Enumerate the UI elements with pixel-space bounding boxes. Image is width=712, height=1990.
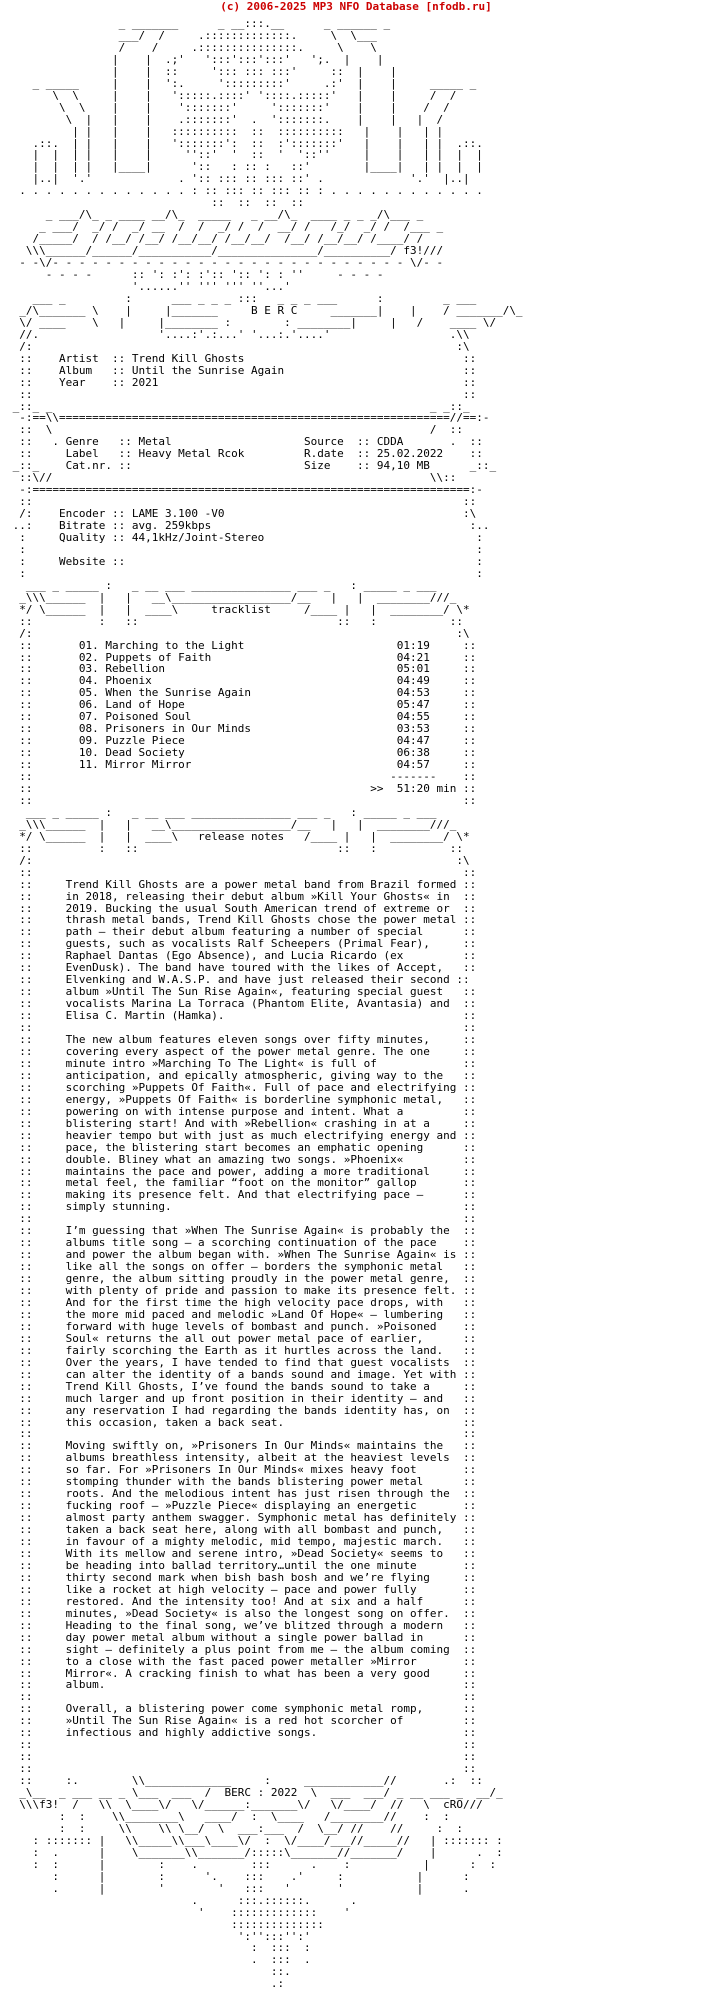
nfo-line: _\__ _ ___ __ _ \___ ___ / BERC : 2022 \ ___ ___/ _ __ ___ _ __/_ <box>6 1786 503 1800</box>
nfo-line: :: making its presence felt. And that electrifying pace – :: <box>6 1188 477 1202</box>
nfo-line: :: ------- :: <box>6 770 477 784</box>
nfo-line: :: to a close with the fast paced power metaller »Mirror :: <box>6 1654 477 1668</box>
nfo-line: :: 07. Poisoned Soul 04:55 :: <box>6 710 477 724</box>
nfo-line: :: Over the years, I have tended to find that guest vocalists :: <box>6 1355 477 1369</box>
nfo-line: :: 03. Rebellion 05:01 :: <box>6 662 477 676</box>
nfo-line: :: pace, the blistering start becomes an emphatic opening :: <box>6 1140 477 1154</box>
nfo-line: . | ' ' ::: ' ' | . <box>6 1881 470 1895</box>
nfo-line: :: vocalists Marina La Torraca (Phantom Elite, Avantasia) and :: <box>6 997 477 1011</box>
nfo-line: :: 05. When the Sunrise Again 04:53 :: <box>6 686 477 700</box>
nfo-line: :: minute intro »Marching To The Light« is full of :: <box>6 1056 477 1070</box>
nfo-line: .: <box>6 1977 285 1990</box>
nfo-line: :: 10. Dead Society 06:38 :: <box>6 746 477 760</box>
nfo-line: :: genre, the album sitting proudly in the power metal genre, :: <box>6 1272 477 1286</box>
nfo-line: :: : :: :: : :: <box>6 841 463 855</box>
nfo-line: -:==================================================================:- <box>6 483 483 497</box>
nfo-line: :: restored. And the intensity too! And at six and a half :: <box>6 1594 477 1608</box>
nfo-line: :: Trend Kill Ghosts, I’ve found the bands sound to take a :: <box>6 1379 477 1393</box>
nfo-line: _ _____ | | ':. ':::::::::' .:' | | _____ _ <box>6 76 477 90</box>
nfo-line: _::_ Cat.nr. :: Size :: 94,10 MB _::_ <box>6 459 497 473</box>
nfo-line: :: heavier tempo but with just as much electrifying energy and :: <box>6 1128 477 1142</box>
nfo-line: :: Overall, a blistering power come symphonic metal romp, :: <box>6 1702 477 1716</box>
nfo-line: :: guests, such as vocalists Ralf Scheepers (Primal Fear), :: <box>6 937 477 951</box>
nfo-line: :: metal feel, the familiar “foot on the monitor” gallop :: <box>6 1176 477 1190</box>
nfo-line: :: :: <box>6 1427 477 1441</box>
nfo-line: :: roots. And the melodious intent has just risen through the :: <box>6 1487 477 1501</box>
nfo-line: :: 2019. Bucking the usual South American trend of extreme or :: <box>6 901 477 915</box>
nfo-line: ..: Bitrate :: avg. 259kbps :.. <box>6 519 490 533</box>
nfo-line: ___ _ _____ : _ __ ___ _______________ ___ _ : _____ _ ___ <box>6 578 437 592</box>
nfo-line: ::. <box>6 1965 291 1979</box>
nfo-line: ___/ / .:::::::::::::. \ \___ <box>6 28 377 42</box>
nfo-line: :: :. \\_____________ : ____________// .: :: <box>6 1774 483 1788</box>
nfo-line: :: Moving swiftly on, »Prisoners In Our Minds« maintains the :: <box>6 1439 477 1453</box>
nfo-line: :: Artist :: Trend Kill Ghosts :: <box>6 351 477 365</box>
nfo-line: : : | : . ::: . : | : : <box>6 1857 497 1871</box>
nfo-line: .::. | | | | ':::::::': :: :':::::::' | | | | .::. <box>6 136 483 150</box>
nfo-line: _\\\______ | | __\__________________/__ | | ________///_ <box>6 817 457 831</box>
nfo-line: :: can alter the identity of a bands sound and image. Yet with :: <box>6 1367 477 1381</box>
nfo-line: :: be heading into ballad territory…until the one minute :: <box>6 1558 477 1572</box>
nfo-line: \/ ____ \ | |________ : : ________| | / ____ \/ <box>6 315 497 329</box>
nfo-line: :: >> 51:20 min :: <box>6 782 477 795</box>
nfo-line: :: thirty second mark when bish bash bosh and we’re flying :: <box>6 1570 477 1584</box>
nfo-line: :: The new album features eleven songs over fifty minutes, :: <box>6 1033 477 1047</box>
nfo-line: | | .;' ':::':::':::' ';. | | <box>6 52 384 66</box>
nfo-line: :: album »Until The Sun Rise Again«, featuring special guest :: <box>6 985 477 999</box>
nfo-line: _ _______ _ __:::.__ _ ______ _ <box>6 17 391 30</box>
nfo-line: :: path – their debut album featuring a number of special :: <box>6 925 477 939</box>
nfo-line: :: \ / :: <box>6 423 463 437</box>
nfo-line: ___ _ _____ : _ __ ___ _______________ ___ _ : _____ _ ___ <box>6 805 437 819</box>
site-header: (c) 2006-2025 MP3 NFO Database [nfodb.ru] <box>220 0 492 13</box>
nfo-line: */ \______ | | ____\ release notes /____ | | ________/ \* <box>6 829 470 843</box>
nfo-line: \ \ | | ':::::.::::' '::::.:::::' | | / / <box>6 88 457 102</box>
nfo-line: :: taken a back seat here, along with all bombast and punch, :: <box>6 1523 477 1537</box>
nfo-line: :: Year :: 2021 :: <box>6 375 477 389</box>
nfo-line: : : <box>6 566 483 580</box>
nfo-line: :: scorching »Puppets Of Faith«. Full of pace and electrifying :: <box>6 1080 477 1094</box>
nfo-line: _ ___/\_ _ ____ __/\_ _____ _ __/\_ ____ _ _ _/\___ _ <box>6 208 424 222</box>
nfo-line: :: 06. Land of Hope 05:47 :: <box>6 698 477 712</box>
nfo-line: : : \\ \\ \__/ \ ___:___ / \__/ // // : : <box>6 1821 463 1835</box>
nfo-line: . :::.::::::. . <box>6 1893 357 1907</box>
nfo-line: :: much larger and up front position in their identity – and :: <box>6 1391 477 1405</box>
nfo-line: :: powering on with intense purpose and intent. What a :: <box>6 1104 477 1118</box>
nfo-line: : Quality :: 44,1kHz/Joint-Stereo : <box>6 530 483 544</box>
nfo-line: :: :: <box>6 1762 477 1776</box>
nfo-line: :: :: <box>6 1750 477 1764</box>
nfo-line: /: :\ <box>6 339 470 353</box>
nfo-line: :: stomping thunder with the bands blistering power metal :: <box>6 1475 477 1489</box>
nfo-line: : | : '. ::: .' : | : <box>6 1869 470 1883</box>
nfo-line: :: :: <box>6 865 477 879</box>
nfo-line: :: energy, »Puppets Of Faith« is borderline symphonic metal, :: <box>6 1092 477 1106</box>
nfo-line: :: in 2018, releasing their debut album »Kill Your Ghosts« in :: <box>6 889 477 903</box>
nfo-line: :: : :: :: : :: <box>6 614 463 628</box>
nfo-line: /: :\ <box>6 626 470 640</box>
nfo-line: :: And for the first time the high velocity pace drops, with :: <box>6 1295 477 1309</box>
nfo-line: :: 02. Puppets of Faith 04:21 :: <box>6 650 477 664</box>
nfo-line: /_____/ / /__/ /__/ /__/__/ /__/__/ /__/ /__/__/ /____/ / <box>6 232 424 246</box>
nfo-line: :: :: <box>6 1021 477 1035</box>
nfo-line: /: Encoder :: LAME 3.100 -V0 :\ <box>6 507 477 521</box>
nfo-line: : . | \_______\\_______/:::::\_______//_______/ | . : <box>6 1845 503 1859</box>
nfo-line: :: so far. For »Prisoners In Our Minds« mixes heavy foot :: <box>6 1463 477 1477</box>
nfo-line: - -\/- - - - - - - - - - - - - - - - - - - - - - - - - - - \/- - <box>6 256 444 270</box>
nfo-line: /: :\ <box>6 853 470 867</box>
nfo-line: :: Raphael Dantas (Ego Absence), and Lucia Ricardo (ex :: <box>6 949 477 963</box>
nfo-line: :: I’m guessing that »When The Sunrise Again« is probably the :: <box>6 1224 477 1238</box>
nfo-line: :: the more mid paced and melodic »Land Of Hope« – lumbering :: <box>6 1307 477 1321</box>
nfo-line: :: fairly scorching the Earth as it hurtles across the land. :: <box>6 1343 477 1357</box>
nfo-line: //. '....:'.:...' '...:.'....' .\\ <box>6 327 470 341</box>
nfo-line: :: simply stunning. :: <box>6 1200 477 1214</box>
nfo-line: :: :: <box>6 1690 477 1704</box>
nfo-line: :: »Until The Sun Rise Again« is a red hot scorcher of :: <box>6 1714 477 1728</box>
nfo-line: ___ _ : ___ _ _ _ ::: _ _ _ ___ : _ ___ <box>6 291 477 305</box>
nfo-line: :: :: <box>6 1738 477 1752</box>
nfo-line: : : <box>6 542 483 556</box>
nfo-line: \\\______/______/___________/_______________/__________/ f3!/// <box>6 244 444 258</box>
nfo-line: :: album. :: <box>6 1678 477 1692</box>
nfo-line: :: albums breathless intensity, albeit at the heaviest levels :: <box>6 1451 477 1465</box>
nfo-line: :: :: <box>6 793 477 807</box>
nfo-line: :::::::::::::: <box>6 1917 324 1931</box>
nfo-line: :: :: <box>6 1212 477 1226</box>
nfo-line: :: like all the songs on offer – borders the symphonic metal :: <box>6 1260 477 1274</box>
nfo-line: :: :: :: :: <box>6 196 305 210</box>
nfo-line: :: almost party anthem swagger. Symphonic metal has definitely :: <box>6 1511 477 1525</box>
nfo-line: :: :: <box>6 387 477 401</box>
nfo-line: :: EvenDusk). The band have toured with the likes of Accept, :: <box>6 961 477 975</box>
nfo-line: :: blistering start! And with »Rebellion« crashing in at a :: <box>6 1116 477 1130</box>
nfo-line: :: day power metal album without a single power ballad in :: <box>6 1630 477 1644</box>
nfo-line: :: this occasion, taken a back seat. :: <box>6 1415 477 1429</box>
nfo-line: :: infectious and highly addictive songs. :: <box>6 1726 477 1740</box>
nfo-line: :: Label :: Heavy Metal Rcok R.date :: 25.02.2022 :: <box>6 447 483 461</box>
nfo-line: / / .:::::::::::::::. \ \ <box>6 40 377 54</box>
nfo-line: _\\\______ | | __\__________________/__ | | ________///_ <box>6 590 457 604</box>
nfo-line: . . . . . . . . . . . . . : :: ::: :: ::: :: : . . . . . . . . . . . . <box>6 184 483 198</box>
nfo-line: :: 09. Puzzle Piece 04:47 :: <box>6 734 477 748</box>
nfo-line: \ \ | | ':::::::' ':::::::' | | / / <box>6 100 450 114</box>
nfo-line: '......'' ''' ''' ''...' <box>6 279 291 293</box>
nfo-line: \ | | | .:::::::' . ':::::::. | | | / <box>6 112 444 126</box>
nfo-line: :: and power the album began with. »When The Sunrise Again« is :: <box>6 1248 477 1262</box>
nfo-line: ::\// \\:: <box>6 471 457 485</box>
nfo-line: | | | | :::::::::: :: :::::::::: | | | | <box>6 124 444 138</box>
nfo-line: :: covering every aspect of the power metal genre. The one :: <box>6 1044 477 1058</box>
nfo-line: :: like a rocket at high velocity – pace and power fully :: <box>6 1582 477 1596</box>
nfo-line: | | | | | | ''::' ' :: ' '::'' | | | | | | <box>6 148 483 162</box>
nfo-line: : ::: : <box>6 1941 311 1955</box>
nfo-line: ' ::::::::::::: ' <box>6 1905 351 1919</box>
nfo-line: :: anticipation, and epically atmospheric, giving way to the :: <box>6 1068 477 1082</box>
nfo-line: :: With its mellow and serene intro, »Dead Society« seems to :: <box>6 1547 477 1560</box>
nfo-line: :: albums title song – a scorching continuation of the pace :: <box>6 1236 477 1250</box>
nfo-line: :: 11. Mirror Mirror 04:57 :: <box>6 758 477 772</box>
nfo-line: _ ___/ _/ / _/ __ / / _/ / / __/ / /_/ _/ / /___ _ <box>6 220 444 234</box>
nfo-line: |..| '.' . ':: ::: :: ::: ::' . '.' |..| <box>6 172 470 186</box>
nfo-line: ':'':::'':' <box>6 1929 311 1943</box>
nfo-line: :: thrash metal bands, Trend Kill Ghosts chose the power metal :: <box>6 913 477 927</box>
nfo-line: \\\f3! / \\ \____\/ \/______:_______\/ \/____/ // \ cRO/// <box>6 1798 483 1812</box>
nfo-line: :: with plenty of pride and passion to make its presence felt. :: <box>6 1284 477 1298</box>
nfo-line: :: 01. Marching to the Light 01:19 :: <box>6 638 477 652</box>
nfo-line: :: 08. Prisoners in Our Minds 03:53 :: <box>6 722 477 736</box>
nfo-line: - - - - :: ': :': :':: ':: ': : '' - - - - <box>6 268 384 282</box>
nfo-line: _/\_______ \ | |_______ B E R C _______| | / _______/\_ <box>6 303 523 317</box>
nfo-line: -:==\\===========================================================//==:- <box>6 411 490 425</box>
nfo-line: :: Soul« returns the all out power metal pace of earlier, :: <box>6 1331 477 1345</box>
nfo-line: :: Mirror«. A cracking finish to what has been a very good :: <box>6 1666 477 1680</box>
nfo-line: . ::: . <box>6 1953 311 1967</box>
nfo-line: :: . Genre :: Metal Source :: CDDA . :: <box>6 435 483 449</box>
nfo-line: : ::::::: | \\_____\\___\____\/ : \/____/___//_____// | ::::::: : <box>6 1833 503 1847</box>
nfo-document <box>6 18 523 1990</box>
nfo-line: :: :: <box>6 495 477 509</box>
nfo-line: _::_ _ _ _::_ <box>6 399 470 413</box>
nfo-line: :: Elisa C. Martin (Hamka). :: <box>6 1009 477 1023</box>
nfo-line: : : \\________\ ____/ : \____ /________// : : <box>6 1809 450 1823</box>
nfo-line: :: any reservation I had regarding the bands identity has, on :: <box>6 1403 477 1417</box>
nfo-line: :: double. Bliney what an amazing two songs. »Phoenix« :: <box>6 1152 477 1166</box>
nfo-line: :: Trend Kill Ghosts are a power metal band from Brazil formed :: <box>6 877 477 891</box>
nfo-line: | | :: '::: ::: :::' :: | | <box>6 64 397 78</box>
nfo-line: :: Elvenking and W.A.S.P. and have just released their second :: <box>6 973 470 987</box>
nfo-line: :: Album :: Until the Sunrise Again :: <box>6 363 477 377</box>
nfo-line: :: fucking roof – »Puzzle Piece« displaying an energetic :: <box>6 1499 477 1513</box>
nfo-line: :: forward with huge levels of bombast and punch. »Poisoned :: <box>6 1319 477 1333</box>
nfo-line: :: minutes, »Dead Society« is also the longest song on offer. :: <box>6 1606 477 1620</box>
nfo-line: : Website :: : <box>6 554 483 568</box>
nfo-line: */ \______ | | ____\ tracklist /____ | | ________/ \* <box>6 602 470 616</box>
nfo-line: :: Heading to the final song, we’ve blitzed through a modern :: <box>6 1618 477 1632</box>
nfo-line: :: 04. Phoenix 04:49 :: <box>6 674 477 688</box>
nfo-line: :: in favour of a mighty melodic, mid tempo, majestic march. :: <box>6 1535 477 1549</box>
nfo-line: :: maintains the pace and power, adding a more traditional :: <box>6 1164 477 1178</box>
nfo-line: :: sight – definitely a plus point from me – the album coming :: <box>6 1642 477 1656</box>
nfo-line: | | | | |____| ':: : :: : ::' |____| | | | | <box>6 160 483 174</box>
